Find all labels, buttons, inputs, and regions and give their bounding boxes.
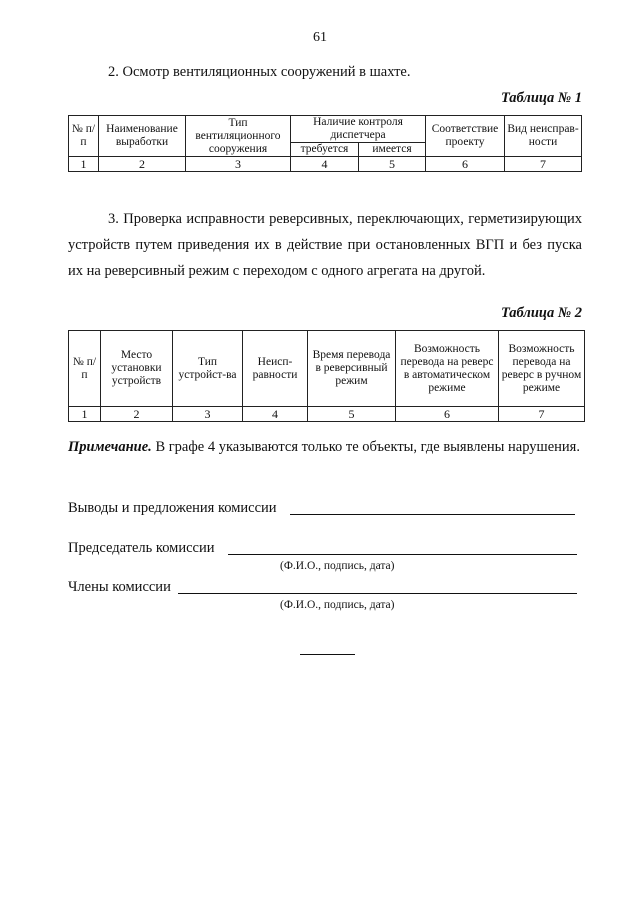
t1-col-number: 2 [99,157,186,172]
section-3-text: 3. Проверка исправности реверсивных, переключающих, герметизирующих устройств путем приведения их в действие при остановленных ВГП и без пуска их на реверсивный режим с переходом с одного агрегата на другой. [68,211,582,279]
members-label: Члены комиссии [68,579,171,595]
t1-col-number: 7 [505,157,582,172]
t2-header-place: Место установки устройств [101,331,173,407]
end-dash [300,654,355,655]
t1-col-number: 6 [426,157,505,172]
t1-col-number: 3 [186,157,291,172]
members-fill-line[interactable] [178,593,577,594]
note-paragraph [68,434,582,460]
t2-header-num: № п/п [69,331,101,407]
t1-header-control-present: имеется [359,143,426,157]
t2-header-auto: Возможность перевода на реверс в автоматическом режиме [396,331,499,407]
t1-header-num: № п/п [69,116,99,157]
chairman-signature-hint: (Ф.И.О., подпись, дата) [280,560,395,572]
table-2-caption: Таблица № 2 [500,305,582,321]
chairman-fill-line[interactable] [228,554,577,555]
t1-col-number: 4 [291,157,359,172]
t1-header-conformity: Соответствие проекту [426,116,505,157]
t2-col-number: 3 [173,407,243,422]
members-signature-hint: (Ф.И.О., подпись, дата) [280,599,395,611]
t1-header-control-required: требуется [291,143,359,157]
t2-col-number: 7 [499,407,585,422]
page-number: 61 [313,30,327,45]
t1-header-control: Наличие контроля диспетчера [291,116,426,143]
section-2-heading: 2. Осмотр вентиляционных сооружений в шахте. [108,64,411,80]
t2-col-number: 5 [308,407,396,422]
t1-header-type: Тип вентиляционного сооружения [186,116,291,157]
note-text: В графе 4 указываются только те объекты, где выявлены нарушения. [151,439,580,455]
t1-col-number: 5 [359,157,426,172]
t2-header-faults: Неисп-равности [243,331,308,407]
chairman-label: Председатель комиссии [68,540,215,556]
t2-col-number: 2 [101,407,173,422]
t2-header-type: Тип устройст-ва [173,331,243,407]
table-1 [68,115,582,172]
t2-col-number: 4 [243,407,308,422]
table-2 [68,330,585,422]
conclusions-label: Выводы и предложения комиссии [68,500,277,516]
table-1-caption: Таблица № 1 [500,90,582,106]
t2-col-number: 1 [69,407,101,422]
t2-header-manual: Возможность перевода на реверс в ручном режиме [499,331,585,407]
t1-header-name: Наименование выработки [99,116,186,157]
t1-col-number: 1 [69,157,99,172]
t1-header-fault: Вид неисправ-ности [505,116,582,157]
note-label: Примечание. [68,439,152,455]
t2-header-time: Время перевода в реверсивный режим [308,331,396,407]
t2-col-number: 6 [396,407,499,422]
conclusions-fill-line[interactable] [290,514,575,515]
